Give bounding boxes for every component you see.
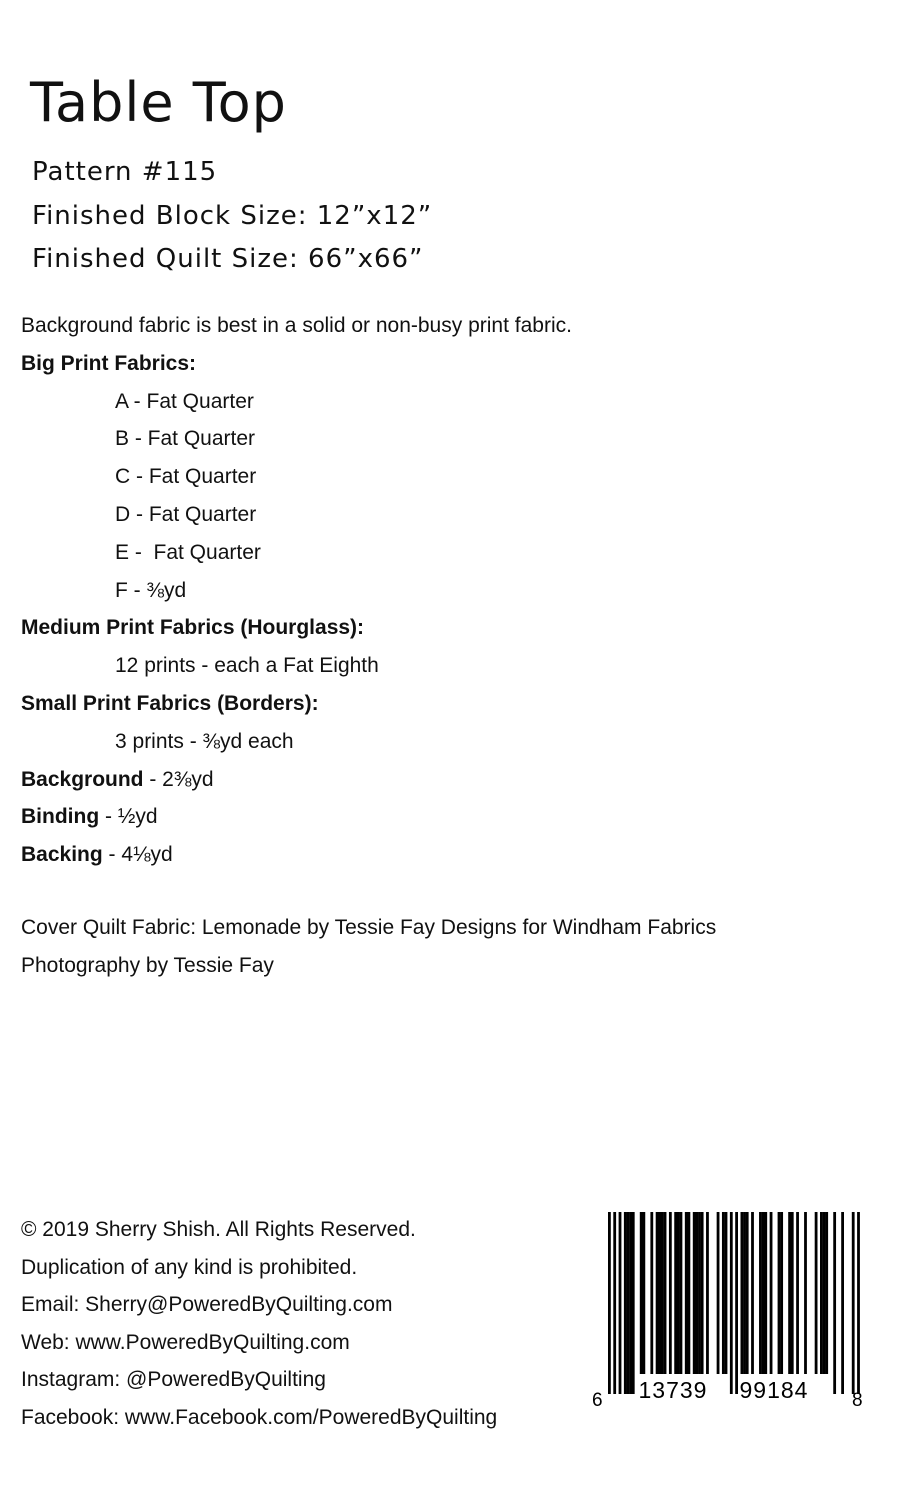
barcode-lead-digit: 6	[592, 1390, 603, 1411]
finished-quilt-size: Finished Quilt Size: 66”x66”	[32, 244, 424, 274]
list-item: D - Fat Quarter	[115, 502, 257, 526]
binding-line: Binding - ½yd	[21, 805, 158, 829]
pattern-number: Pattern #115	[32, 157, 218, 187]
barcode-bar	[640, 1212, 643, 1374]
barcode-bar	[608, 1212, 611, 1394]
barcode-bar	[669, 1212, 672, 1374]
list-item: 3 prints - ⅜yd each	[115, 729, 294, 753]
barcode-bar	[613, 1212, 616, 1394]
list-item: C - Fat Quarter	[115, 465, 257, 489]
backing-line: Backing - 4⅛yd	[21, 843, 173, 867]
barcode-bar	[706, 1212, 709, 1374]
barcode-bar	[680, 1212, 683, 1374]
credits	[21, 909, 716, 985]
barcode-bar	[841, 1212, 844, 1394]
barcode-bars	[608, 1212, 860, 1394]
barcode-bar	[833, 1212, 836, 1394]
barcode-bar	[619, 1212, 622, 1394]
barcode-bar	[661, 1212, 664, 1374]
barcode-bar	[823, 1212, 826, 1374]
list-item: 12 prints - each a Fat Eighth	[115, 654, 379, 678]
barcode-bar	[735, 1212, 738, 1394]
barcode-bar	[825, 1212, 828, 1374]
finished-block-size: Finished Block Size: 12”x12”	[32, 201, 433, 231]
barcode-bar	[698, 1212, 701, 1374]
barcode-left-group: 13739	[638, 1377, 708, 1403]
barcode-bar	[778, 1212, 781, 1374]
barcode-bar	[650, 1212, 653, 1374]
photo-credit: Photography by Tessie Fay	[21, 954, 274, 977]
barcode-bar	[743, 1212, 746, 1374]
barcode-bar	[701, 1212, 704, 1374]
list-item: E - Fat Quarter	[115, 540, 261, 564]
barcode-bar	[780, 1212, 783, 1374]
barcode-bar	[693, 1212, 696, 1374]
barcode-bar	[677, 1212, 680, 1374]
barcode-bar	[746, 1212, 749, 1374]
barcode-bar	[815, 1212, 818, 1374]
barcode-right-group: 99184	[739, 1377, 809, 1403]
barcode-bar	[632, 1212, 635, 1394]
barcode-bar	[762, 1212, 765, 1374]
small-print-heading: Small Print Fabrics (Borders):	[21, 691, 319, 715]
barcode-graphic	[588, 1212, 868, 1412]
list-item: A - Fat Quarter	[115, 389, 254, 413]
barcode-bar	[730, 1212, 733, 1394]
pattern-title: Table Top	[30, 71, 287, 134]
big-print-heading: Big Print Fabrics:	[21, 351, 197, 375]
barcode-bar	[664, 1212, 667, 1374]
barcode-bar	[717, 1212, 720, 1374]
barcode-bar	[741, 1212, 744, 1374]
background-line: Background - 2⅜yd	[21, 767, 214, 791]
barcode-check-digit: 8	[852, 1390, 863, 1411]
barcode-bar	[852, 1212, 855, 1394]
facebook-link[interactable]: Facebook: www.Facebook.com/PoweredByQuilting	[21, 1405, 498, 1429]
barcode-bar	[796, 1212, 799, 1374]
barcode-bar	[685, 1212, 688, 1374]
footer	[21, 1211, 497, 1437]
upc-barcode	[588, 1212, 868, 1412]
barcode-bar	[804, 1212, 807, 1374]
barcode-bar	[751, 1212, 754, 1374]
instagram-link[interactable]: Instagram: @PoweredByQuilting	[21, 1368, 326, 1392]
barcode-bar	[722, 1212, 725, 1374]
intro-text: Background fabric is best in a solid or non-busy print fabric.	[21, 314, 572, 337]
barcode-bar	[788, 1212, 791, 1374]
barcode-bar	[674, 1212, 677, 1374]
email-link[interactable]: Email: Sherry@PoweredByQuilting.com	[21, 1293, 393, 1317]
fabric-credit: Cover Quilt Fabric: Lemonade by Tessie Fay Designs for Windham Fabrics	[21, 916, 717, 939]
fabric-requirements	[21, 307, 572, 874]
copyright: © 2019 Sherry Shish. All Rights Reserved.	[21, 1218, 416, 1241]
barcode-bar	[688, 1212, 691, 1374]
barcode-bar	[770, 1212, 773, 1374]
barcode-bar	[627, 1212, 630, 1394]
barcode-bar	[759, 1212, 762, 1374]
barcode-bar	[658, 1212, 661, 1374]
barcode-bar	[764, 1212, 767, 1374]
barcode-bar	[656, 1212, 659, 1374]
barcode-bar	[791, 1212, 794, 1374]
barcode-bar	[725, 1212, 728, 1374]
medium-print-heading: Medium Print Fabrics (Hourglass):	[21, 616, 365, 640]
barcode-bar	[820, 1212, 823, 1374]
list-item: F - ⅜yd	[115, 578, 187, 602]
barcode-bar	[642, 1212, 645, 1374]
list-item: B - Fat Quarter	[115, 427, 256, 451]
web-link[interactable]: Web: www.PoweredByQuilting.com	[21, 1330, 350, 1354]
duplication-notice: Duplication of any kind is prohibited.	[21, 1255, 358, 1279]
barcode-bar	[695, 1212, 698, 1374]
barcode-bar	[629, 1212, 632, 1394]
barcode-bar	[624, 1212, 627, 1394]
barcode-bar	[857, 1212, 860, 1394]
